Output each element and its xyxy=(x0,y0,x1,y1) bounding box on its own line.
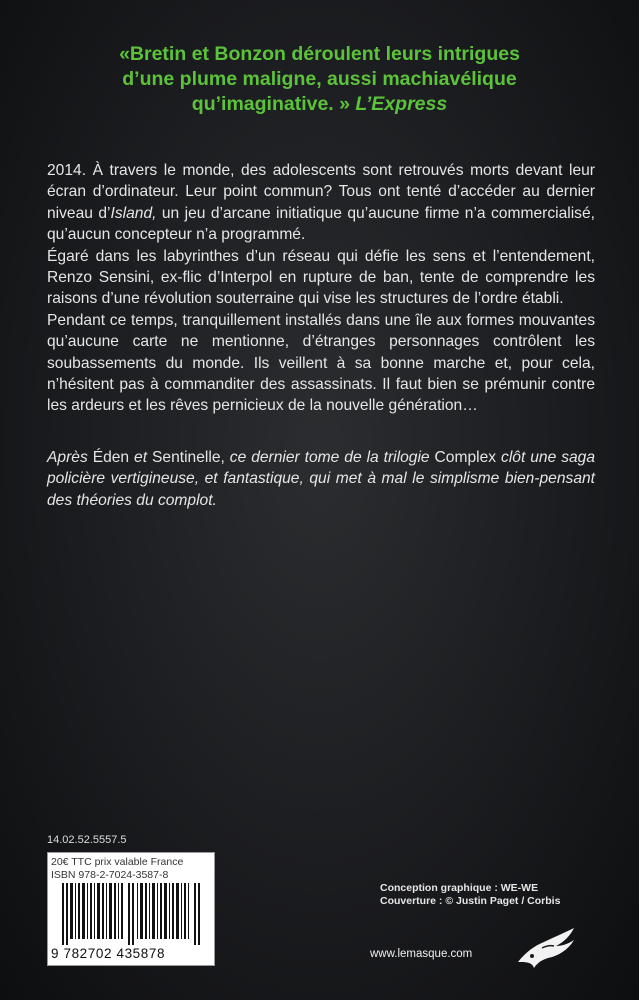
quote-source: L’Express xyxy=(355,93,448,115)
credit-cover: Couverture : © Justin Paget / Corbis xyxy=(380,895,561,907)
game-title: Island, xyxy=(110,204,157,222)
quote-line-2: d’une plume maligne, aussi machiavélique xyxy=(122,68,517,90)
blurb-paragraph-2: Égaré dans les labyrinthes d’un réseau qui défie les sens et l’entendement, Renzo Sensini, ex-flic d’Interpol en rupture de ban, tente de comprendre les raisons d’une révolution souterraine qui vise les structures de l’ordre établi. xyxy=(47,247,595,308)
blurb xyxy=(47,160,595,511)
barcode-digits: 9 782702 435878 xyxy=(51,946,166,961)
quote-line-3: qu’imaginative. » xyxy=(191,93,350,115)
press-quote xyxy=(40,42,599,117)
blurb-paragraph-4: Après Éden et Sentinelle, ce dernier tome de la trilogie Complex clôt une saga policière vertigineuse, et fantastique, qui met à mal le simplisme bien-pensant des théories du complot. xyxy=(47,448,596,509)
blurb-paragraph-1: 2014. À travers le monde, des adolescents sont retrouvés morts devant leur écran d’ordinateur. Leur point commun? Tous ont tenté d’accéder au dernier niveau d’Island, un jeu d’arcane initiatique qu’aucune firme n’a commercialisé, qu’aucun concepteur n’a programmé. xyxy=(47,162,595,244)
credit-design: Conception graphique : WE-WE xyxy=(380,882,539,894)
barcode-icon xyxy=(58,883,206,945)
barcode-box xyxy=(47,852,215,966)
blurb-paragraph-3: Pendant ce temps, tranquillement installés dans une île aux formes mouvantes qu’aucune carte ne mentionne, d’étranges personnages contrôlent les soubassements du monde. Ils veillent à sa bonne marche et, pour cela, n’hésitent pas à commanditer des assassinats. Il faut bien se prémunir contre les ardeurs et les rêves pernicieux de la nouvelle génération… xyxy=(47,311,595,415)
isbn-label: ISBN 978-2-7024-3587-8 xyxy=(51,869,169,881)
product-code: 14.02.52.5557.5 xyxy=(47,834,127,846)
publisher-website: www.lemasque.com xyxy=(370,948,473,960)
masque-logo-icon xyxy=(512,922,582,972)
credits xyxy=(380,882,620,908)
price-label: 20€ TTC prix valable France xyxy=(51,856,184,868)
quote-line-1: «Bretin et Bonzon déroulent leurs intrigues xyxy=(119,43,520,65)
